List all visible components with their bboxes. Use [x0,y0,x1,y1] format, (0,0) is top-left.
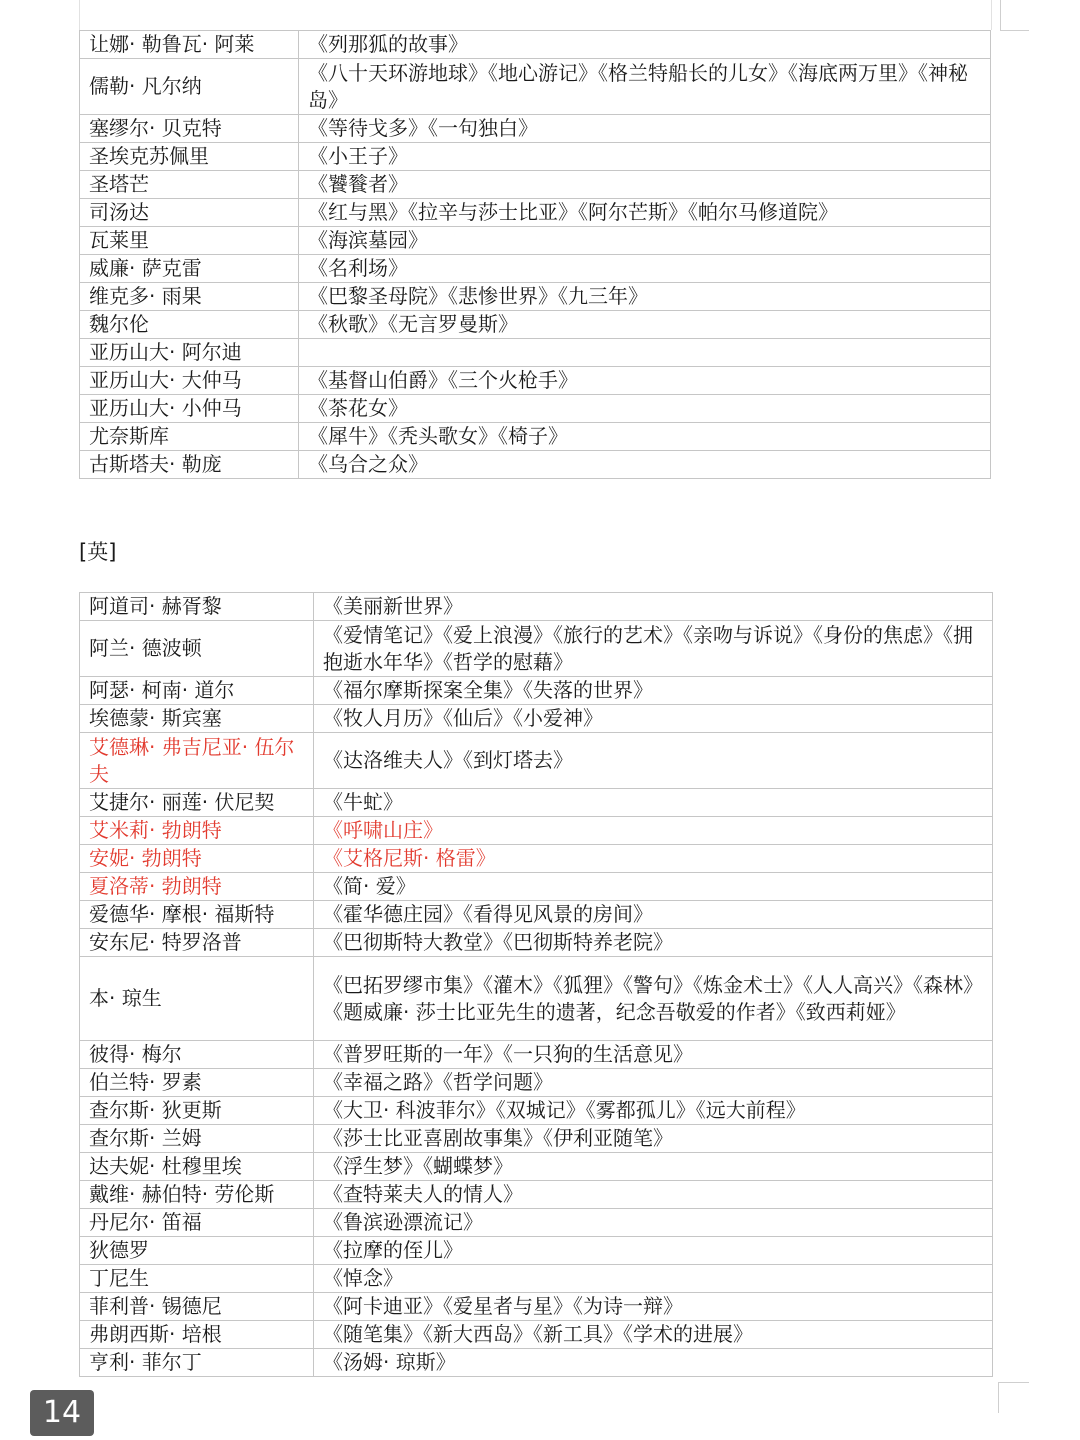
table-row [80,283,991,311]
author-cell: 亚历山大· 大仲马 [80,367,299,395]
works-cell: 《巴黎圣母院》《悲惨世界》《九三年》 [299,283,991,311]
author-cell: 亚历山大· 阿尔迪 [80,339,299,367]
works-cell: 《幸福之路》《哲学问题》 [314,1069,993,1097]
table-row [80,957,993,1041]
page-edge-left [79,0,80,30]
works-cell: 《犀牛》《秃头歌女》《椅子》 [299,423,991,451]
works-cell: 《普罗旺斯的一年》《一只狗的生活意见》 [314,1041,993,1069]
works-cell: 《茶花女》 [299,395,991,423]
table-row [80,227,991,255]
works-cell: 《乌合之众》 [299,451,991,479]
table-row [80,1097,993,1125]
table-row [80,845,993,873]
works-cell: 《悼念》 [314,1265,993,1293]
author-cell: 尤奈斯库 [80,423,299,451]
works-cell: 《大卫· 科波菲尔》《双城记》《雾都孤儿》《远大前程》 [314,1097,993,1125]
author-cell: 亨利· 菲尔丁 [80,1349,314,1377]
works-cell: 《牧人月历》《仙后》《小爱神》 [314,705,993,733]
works-cell: 《简· 爱》 [314,873,993,901]
author-cell: 维克多· 雨果 [80,283,299,311]
section-label-english: [英] [79,540,117,564]
works-cell: 《呼啸山庄》 [314,817,993,845]
table-row [80,339,991,367]
author-cell: 伯兰特· 罗素 [80,1069,314,1097]
author-cell: 艾米莉· 勃朗特 [80,817,314,845]
author-cell: 安妮· 勃朗特 [80,845,314,873]
works-cell: 《等待戈多》《一句独白》 [299,115,991,143]
works-cell: 《巴拓罗缪市集》《灌木》《狐狸》《警句》《炼金术士》《人人高兴》《森林》《题威廉· 莎士比亚先生的遗著，纪念吾敬爱的作者》《致西莉娅》 [314,957,993,1041]
author-cell: 本· 琼生 [80,957,314,1041]
table-row [80,255,991,283]
author-cell: 戴维· 赫伯特· 劳伦斯 [80,1181,314,1209]
english-authors-table [79,592,993,1377]
table-row [80,1125,993,1153]
works-cell: 《红与黑》《拉辛与莎士比亚》《阿尔芒斯》《帕尔马修道院》 [299,199,991,227]
table-row [80,929,993,957]
table-row [80,1349,993,1377]
works-cell [299,339,991,367]
page-number-badge: 14 [30,1390,94,1436]
author-cell: 查尔斯· 兰姆 [80,1125,314,1153]
works-cell: 《爱情笔记》《爱上浪漫》《旅行的艺术》《亲吻与诉说》《身份的焦虑》《拥抱逝水年华》《哲学的慰藉》 [314,621,993,677]
works-cell: 《饕餮者》 [299,171,991,199]
french-authors-table [79,30,991,479]
table-row [80,367,991,395]
author-cell: 丁尼生 [80,1265,314,1293]
works-cell: 《牛虻》 [314,789,993,817]
author-cell: 彼得· 梅尔 [80,1041,314,1069]
table-row [80,423,991,451]
works-cell: 《拉摩的侄儿》 [314,1237,993,1265]
table-row [80,199,991,227]
page-corner-top-right [1000,0,1029,31]
author-cell: 艾捷尔· 丽莲· 伏尼契 [80,789,314,817]
author-cell: 亚历山大· 小仲马 [80,395,299,423]
author-cell: 弗朗西斯· 培根 [80,1321,314,1349]
author-cell: 司汤达 [80,199,299,227]
author-cell: 艾德琳· 弗吉尼亚· 伍尔夫 [80,733,314,789]
author-cell: 丹尼尔· 笛福 [80,1209,314,1237]
author-cell: 阿兰· 德波顿 [80,621,314,677]
works-cell: 《美丽新世界》 [314,593,993,621]
table-row [80,621,993,677]
works-cell: 《海滨墓园》 [299,227,991,255]
author-cell: 达夫妮· 杜穆里埃 [80,1153,314,1181]
author-cell: 瓦莱里 [80,227,299,255]
author-cell: 爱德华· 摩根· 福斯特 [80,901,314,929]
author-cell: 菲利普· 锡德尼 [80,1293,314,1321]
author-cell: 狄德罗 [80,1237,314,1265]
table-row [80,789,993,817]
author-cell: 威廉· 萨克雷 [80,255,299,283]
author-cell: 夏洛蒂· 勃朗特 [80,873,314,901]
table-row [80,59,991,115]
table-row [80,31,991,59]
table-row [80,1181,993,1209]
works-cell: 《霍华德庄园》《看得见风景的房间》 [314,901,993,929]
works-cell: 《阿卡迪亚》《爱星者与星》《为诗一辩》 [314,1293,993,1321]
table-row [80,705,993,733]
works-cell: 《汤姆· 琼斯》 [314,1349,993,1377]
works-cell: 《八十天环游地球》《地心游记》《格兰特船长的儿女》《海底两万里》《神秘岛》 [299,59,991,115]
works-cell: 《名利场》 [299,255,991,283]
table-row [80,733,993,789]
works-cell: 《鲁滨逊漂流记》 [314,1209,993,1237]
author-cell: 圣塔芒 [80,171,299,199]
table-row [80,901,993,929]
works-cell: 《浮生梦》《蝴蝶梦》 [314,1153,993,1181]
page-corner-bottom-right [998,1382,1029,1413]
table-row [80,1069,993,1097]
table-row [80,1041,993,1069]
table-row [80,1209,993,1237]
author-cell: 圣埃克苏佩里 [80,143,299,171]
table-row [80,143,991,171]
table-row [80,1237,993,1265]
works-cell: 《莎士比亚喜剧故事集》《伊利亚随笔》 [314,1125,993,1153]
author-cell: 塞缪尔· 贝克特 [80,115,299,143]
table-row [80,1153,993,1181]
table-row [80,1321,993,1349]
works-cell: 《艾格尼斯· 格雷》 [314,845,993,873]
works-cell: 《随笔集》《新大西岛》《新工具》《学术的进展》 [314,1321,993,1349]
author-cell: 魏尔伦 [80,311,299,339]
table-row [80,171,991,199]
author-cell: 安东尼· 特罗洛普 [80,929,314,957]
author-cell: 让娜· 勒鲁瓦· 阿莱 [80,31,299,59]
table-row [80,451,991,479]
works-cell: 《秋歌》《无言罗曼斯》 [299,311,991,339]
author-cell: 古斯塔夫· 勒庞 [80,451,299,479]
works-cell: 《巴彻斯特大教堂》《巴彻斯特养老院》 [314,929,993,957]
table-row [80,677,993,705]
author-cell: 查尔斯· 狄更斯 [80,1097,314,1125]
works-cell: 《查特莱夫人的情人》 [314,1181,993,1209]
table-row [80,311,991,339]
author-cell: 埃德蒙· 斯宾塞 [80,705,314,733]
table-row [80,873,993,901]
author-cell: 阿瑟· 柯南· 道尔 [80,677,314,705]
author-cell: 儒勒· 凡尔纳 [80,59,299,115]
table-row [80,817,993,845]
works-cell: 《小王子》 [299,143,991,171]
works-cell: 《福尔摩斯探案全集》《失落的世界》 [314,677,993,705]
table-row [80,395,991,423]
page-edge-right [991,0,992,30]
table-row [80,115,991,143]
works-cell: 《列那狐的故事》 [299,31,991,59]
works-cell: 《达洛维夫人》《到灯塔去》 [314,733,993,789]
table-row [80,1265,993,1293]
table-row [80,1293,993,1321]
author-cell: 阿道司· 赫胥黎 [80,593,314,621]
table-row [80,593,993,621]
works-cell: 《基督山伯爵》《三个火枪手》 [299,367,991,395]
